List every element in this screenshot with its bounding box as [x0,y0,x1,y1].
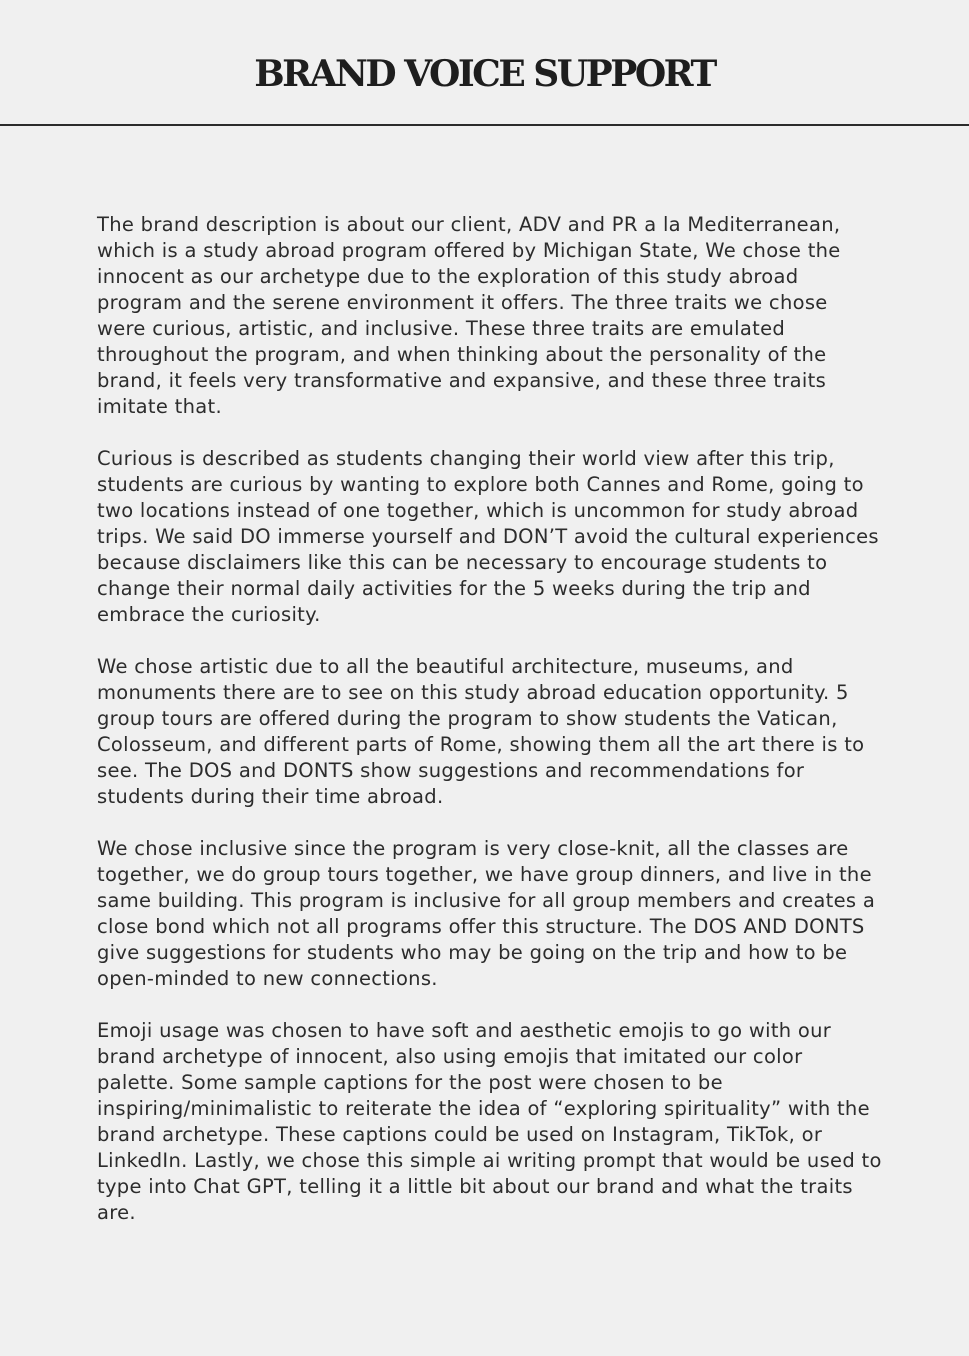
paragraph-emoji-usage: Emoji usage was chosen to have soft and aesthetic emojis to go with our brand archetype of innocent, also using emojis that imitated our color palette. Some sample captions for the post were chosen to be inspiring/minimalistic to reiterate the idea of “exploring spirituality” with the brand archetype. These captions could be used on Instagram, TikTok, or LinkedIn. Lastly, we chose this simple ai writing prompt that would be used to type into Chat GPT, telling it a little bit about our brand and what the traits are. [97,1019,882,1224]
paragraph-inclusive: We chose inclusive since the program is very close-knit, all the classes are together, we do group tours together, we have group dinners, and live in the same building. This program is inclusive for all group members and creates a close bond which not all programs offer this structure. The DOS AND DONTS give suggestions for students who may be going on the trip and how to be open-minded to new connections. [97,837,876,990]
page-title: BRAND VOICE SUPPORT [254,53,715,95]
page-header [0,0,969,126]
body-text [97,212,882,1252]
paragraph-brand-description: The brand description is about our client, ADV and PR a la Mediterranean, which is a study abroad program offered by Michigan State, We chose the innocent as our archetype due to the exploration of this study abroad program and the serene environment it offers. The three traits we chose were curious, artistic, and inclusive. These three traits are emulated throughout the program, and when thinking about the personality of the brand, it feels very transformative and expansive, and these three traits imitate that. [97,213,841,418]
paragraph-curious: Curious is described as students changing their world view after this trip, students are curious by wanting to explore both Cannes and Rome, going to two locations instead of one together, which is uncommon for study abroad trips. We said DO immerse yourself and DON’T avoid the cultural experiences because disclaimers like this can be necessary to encourage students to change their normal daily activities for the 5 weeks during the trip and embrace the curiosity. [97,447,879,626]
paragraph-artistic: We chose artistic due to all the beautiful architecture, museums, and monuments there are to see on this study abroad education opportunity. 5 group tours are offered during the program to show students the Vatican, Colosseum, and different parts of Rome, showing them all the art there is to see. The DOS and DONTS show suggestions and recommendations for students during their time abroad. [97,655,865,808]
